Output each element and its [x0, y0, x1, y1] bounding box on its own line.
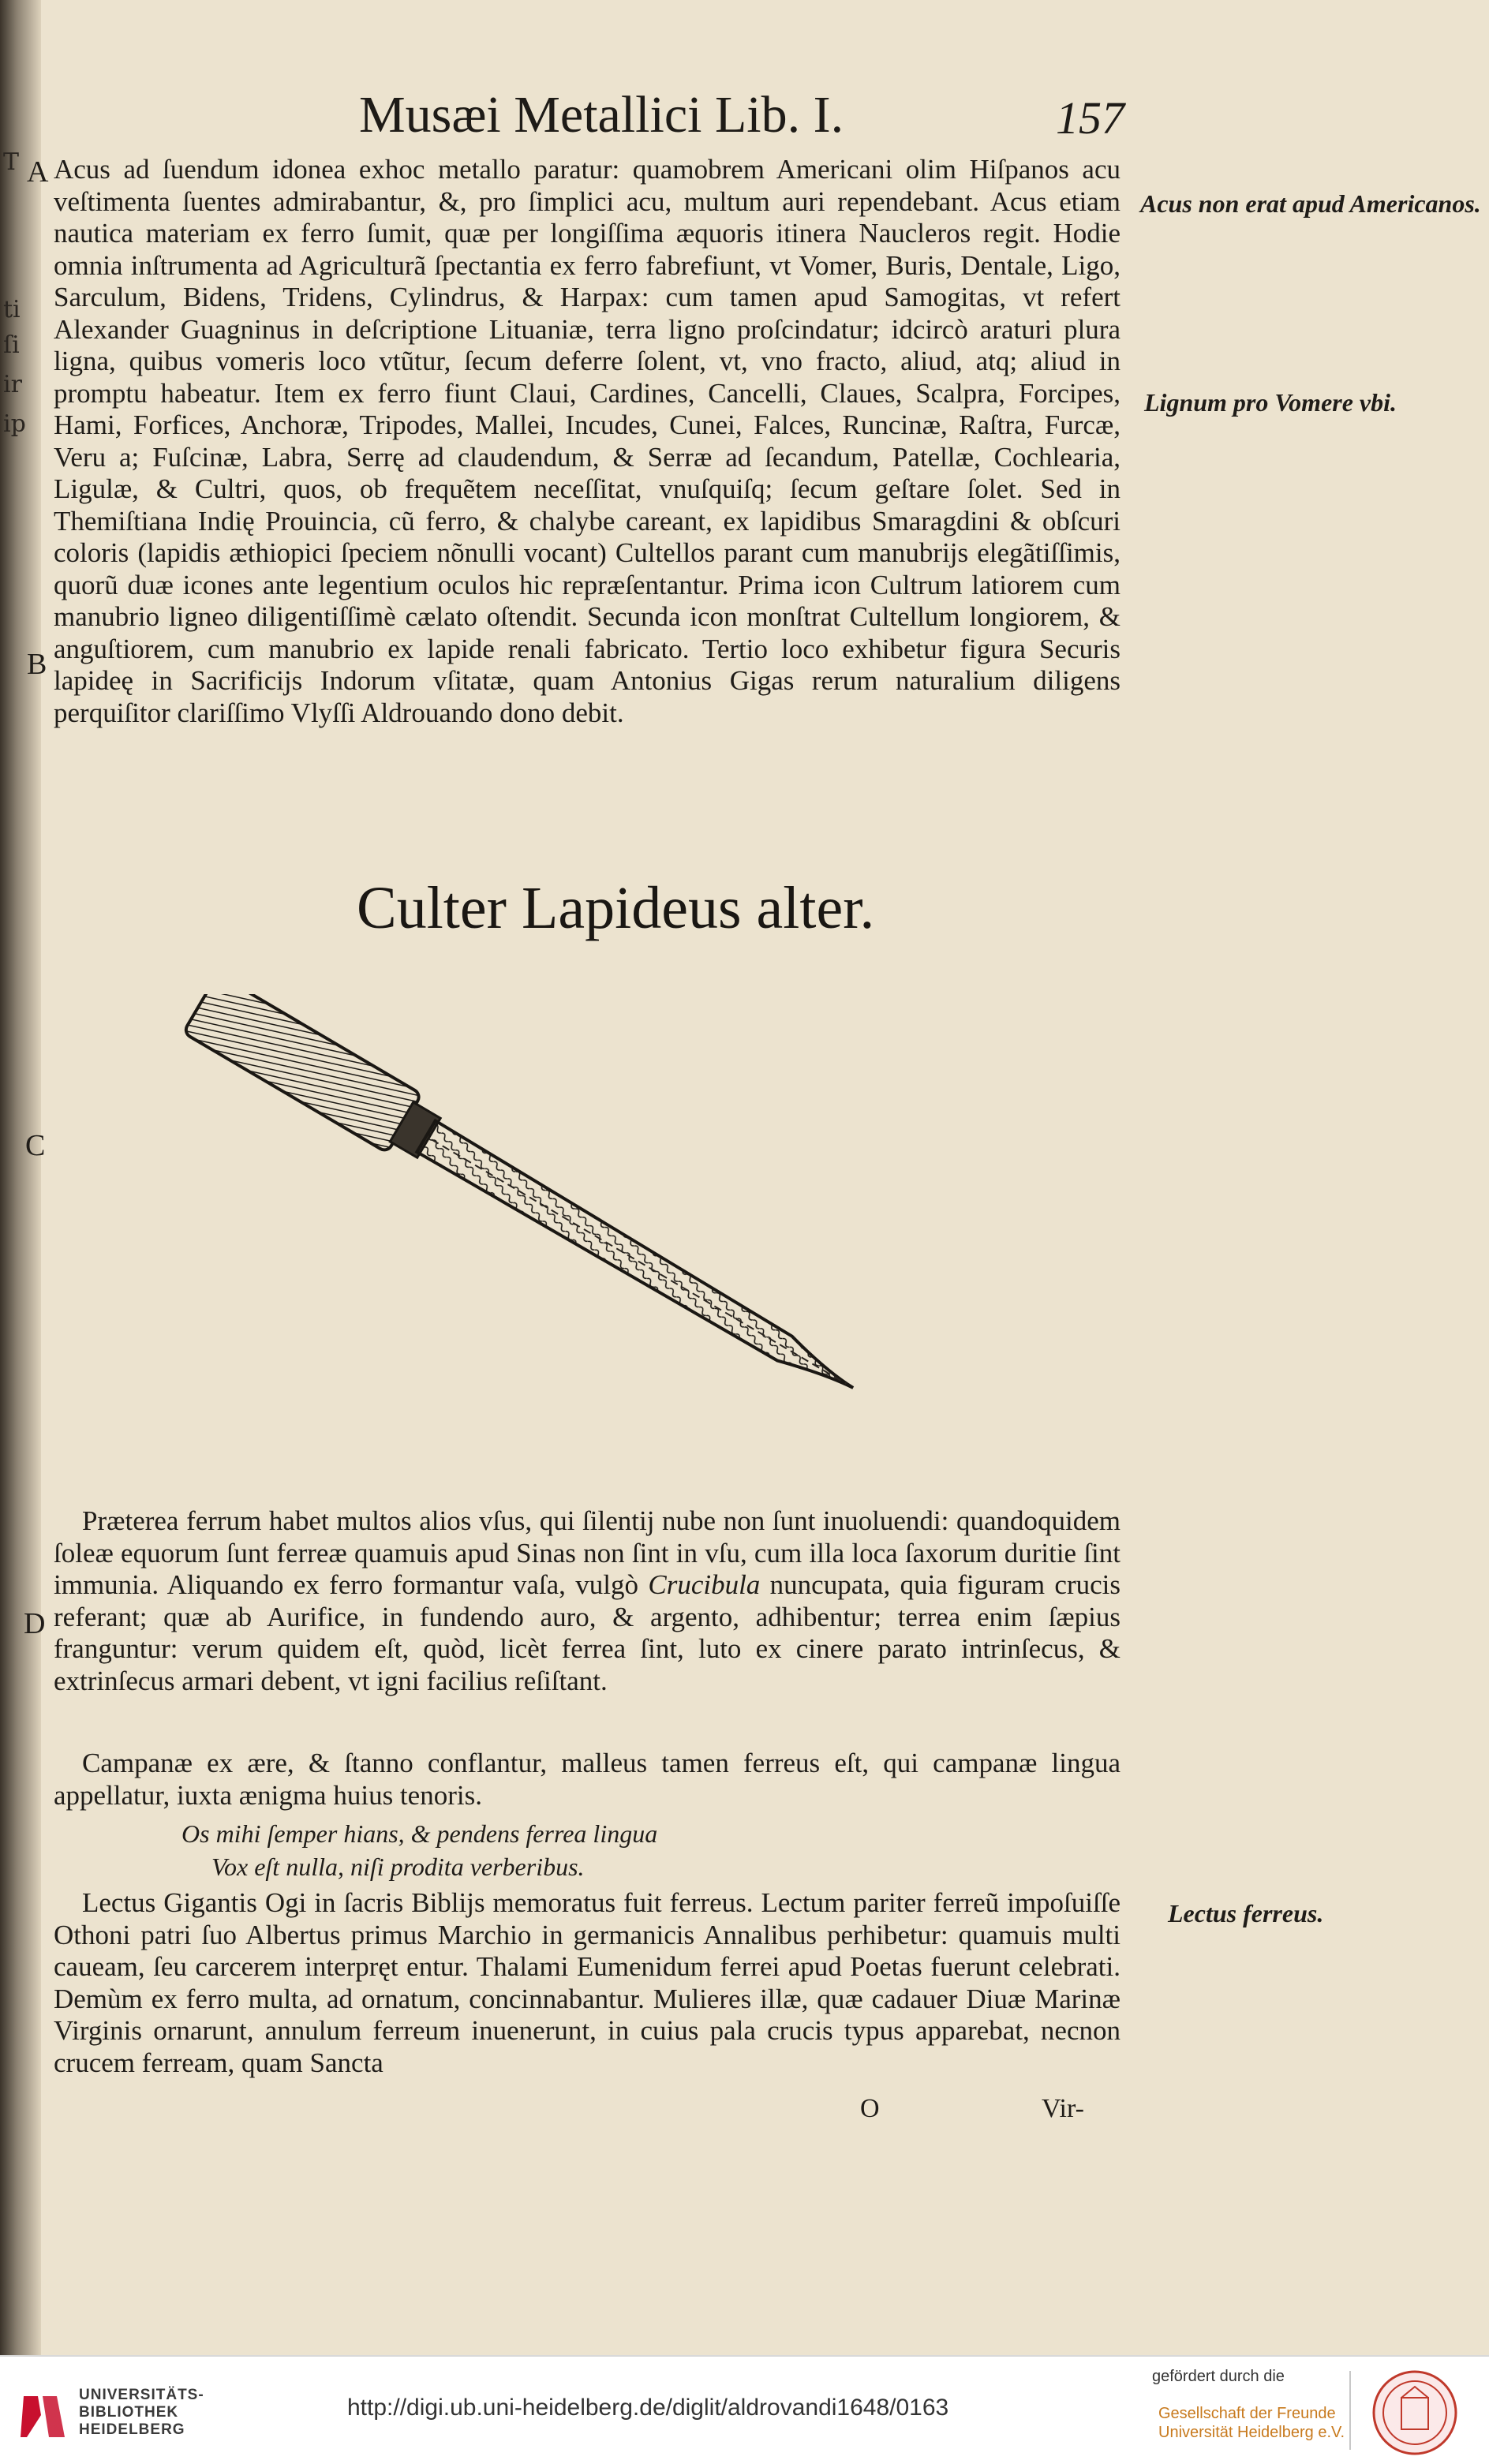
paragraph-ferrum-usus: Præterea ferrum habet multos alios vſus, qui ſilentij nube non ſunt inuoluendi: quandoquidem ſoleæ equorum ſunt ferreæ quamuis apud Sinas non ſint in vſu, cum illa loca ſaxorum duritie ſint immunia. Aliquando ex ferro formantur vaſa, vulgò Crucibula nuncupata, quia figuram crucis referant; quæ ab Aurifice, in fundendo auro, & argento, adhibentur; terrea enim ſæpius franguntur: verum quidem eſt, quòd, licèt ferrea ſint, luto ex cinere parato intrinſecus, & extrinſecus armari debent, vt igni facilius reſiſtant. — [54, 1505, 1120, 1696]
page-header — [0, 85, 1489, 148]
paragraph-acus: Acus ad ſuendum idonea exhoc metallo paratur: quamobrem Americani olim Hiſpanos acu veſtimenta ſuentes admirabantur, &, pro ſimplici acu, multum auri rependebant. Acus etiam nautica materiam ex ferro ſumit, quæ per longiſſima æquoris itinera Naucleros regit. Hodie omnia inſtrumenta ad Agriculturã ſpectantia ex ferro fabrefiunt, vt Vomer, Buris, Dentale, Ligo, Sarculum, Bidens, Tridens, Cylindrus, & Harpax: cum tamen apud Samogitas, vt refert Alexander Guagninus in deſcriptione Lituaniæ, terra ligno proſcindatur; idcircò araturi plura ligna, quibus vomeris loco vtũtur, ſecum deferre ſolent, vt, vno fracto, aliud, atq; aliud in promptu habeatur. Item ex ferro fiunt Claui, Cardines, Cancelli, Claues, Scalpra, Forcipes, Hami, Forfices, Anchoræ, Tripodes, Mallei, Incudes, Cunei, Falces, Runcinæ, Raſtra, Furcæ, Veru a; Fuſcinæ, Labra, Serrę ad claudendum, & Serræ ad ſecandum, Patellæ, Cochlearia, Ligulæ, & Cultri, quos, ob frequẽtem neceſſitat, vnuſquiſq; ſecum geſtare ſolet. Sed in Themiſtiana Indię Prouincia, cũ ferro, & chalybe careant, ex lapidibus Smaragdini & obſcuri coloris (lapidis æthiopici ſpeciem nõnulli vocant) Cultellos parant cum manubrijs elegãtiſſimis, quorũ duæ icones ante legentium oculos hic repræſentantur. Prima icon Cultrum latiorem cum manubrio ligneo diligentiſſimè cælato oſtendit. Secunda icon monſtrat Cultellum longiorem, & anguſtiorem, cum manubrio ex lapide renali fabricato. Tertio loco exhibetur figura Securis lapideę in Sacrificijs Indorum vſitatæ, quam Antonius Gigas rerum naturalium diligens perquiſitor clariſſimo Vlyſſi Aldrouando dono debit. — [54, 154, 1120, 728]
margin-note-acus: Acus non erat apud Americanos. — [1140, 189, 1481, 218]
viewer-footer — [0, 2355, 1489, 2464]
verse-line-2: Vox eſt nulla, niſi prodita verberibus. — [211, 1853, 585, 1881]
figure-title: Culter Lapideus alter. — [357, 875, 875, 941]
stone-knife-illustration — [158, 994, 1018, 1436]
gutter-fragment: ſi — [3, 331, 20, 359]
funded-by-label: gefördert durch die — [1152, 2368, 1285, 2385]
knife-handle — [183, 994, 421, 1153]
section-marker-c: C — [25, 1129, 46, 1162]
page-number: 157 — [1056, 92, 1124, 144]
permalink[interactable]: http://digi.ub.uni-heidelberg.de/diglit/aldrovandi1648/0163 — [347, 2395, 949, 2421]
signature-mark: O — [860, 2094, 880, 2123]
society-name: Gesellschaft der Freunde Universität Heidelberg e.V. — [1158, 2405, 1345, 2441]
section-marker-b: B — [27, 648, 47, 681]
paragraph-campanae: Campanæ ex ære, & ſtanno conflantur, malleus tamen ferreus eſt, qui campanæ lingua appellatur, iuxta ænigma huius tenoris. — [54, 1748, 1120, 1811]
footer-divider — [1349, 2371, 1351, 2450]
verse-line-1: Os mihi ſemper hians, & pendens ferrea lingua — [181, 1819, 658, 1848]
university-seal-icon — [1371, 2369, 1458, 2456]
gutter-fragment: ip — [3, 410, 26, 438]
margin-note-lignum: Lignum pro Vomere vbi. — [1144, 388, 1397, 417]
gutter-fragment: ti — [3, 296, 21, 323]
catchword: Vir- — [1042, 2094, 1084, 2123]
library-name: UNIVERSITÄTS- BIBLIOTHEK HEIDELBERG — [79, 2387, 204, 2438]
library-logo-icon — [17, 2391, 68, 2442]
running-head: Musæi Metallici Lib. I. — [359, 86, 844, 144]
section-marker-a: A — [27, 155, 49, 189]
margin-note-lectus: Lectus ferreus. — [1168, 1899, 1324, 1927]
section-marker-d: D — [24, 1607, 46, 1640]
paragraph-lectus: Lectus Gigantis Ogi in ſacris Biblijs memoratus fuit ferreus. Lectum pariter ferreũ impoſuiſſe Othoni patri ſuo Albertus primus Marchio in germanicis Annalibus perhibetur: quamuis multi caueam, ſeu carcerem interpręt entur. Thalami Eumenidum ferrei apud Poetas fuerunt celebrati. Demùm ex ferro multa, ad ornatum, concinnabantur. Mulieres illæ, quæ cadauer Diuæ Marinæ Virginis ornarunt, annulum ferreum inuenerunt, in cuius pala crucis typus apparebat, necnon crucem ferream, quam Sancta — [54, 1887, 1120, 2078]
gutter-fragment: T — [3, 148, 20, 176]
gutter-fragment: ir — [3, 371, 22, 398]
